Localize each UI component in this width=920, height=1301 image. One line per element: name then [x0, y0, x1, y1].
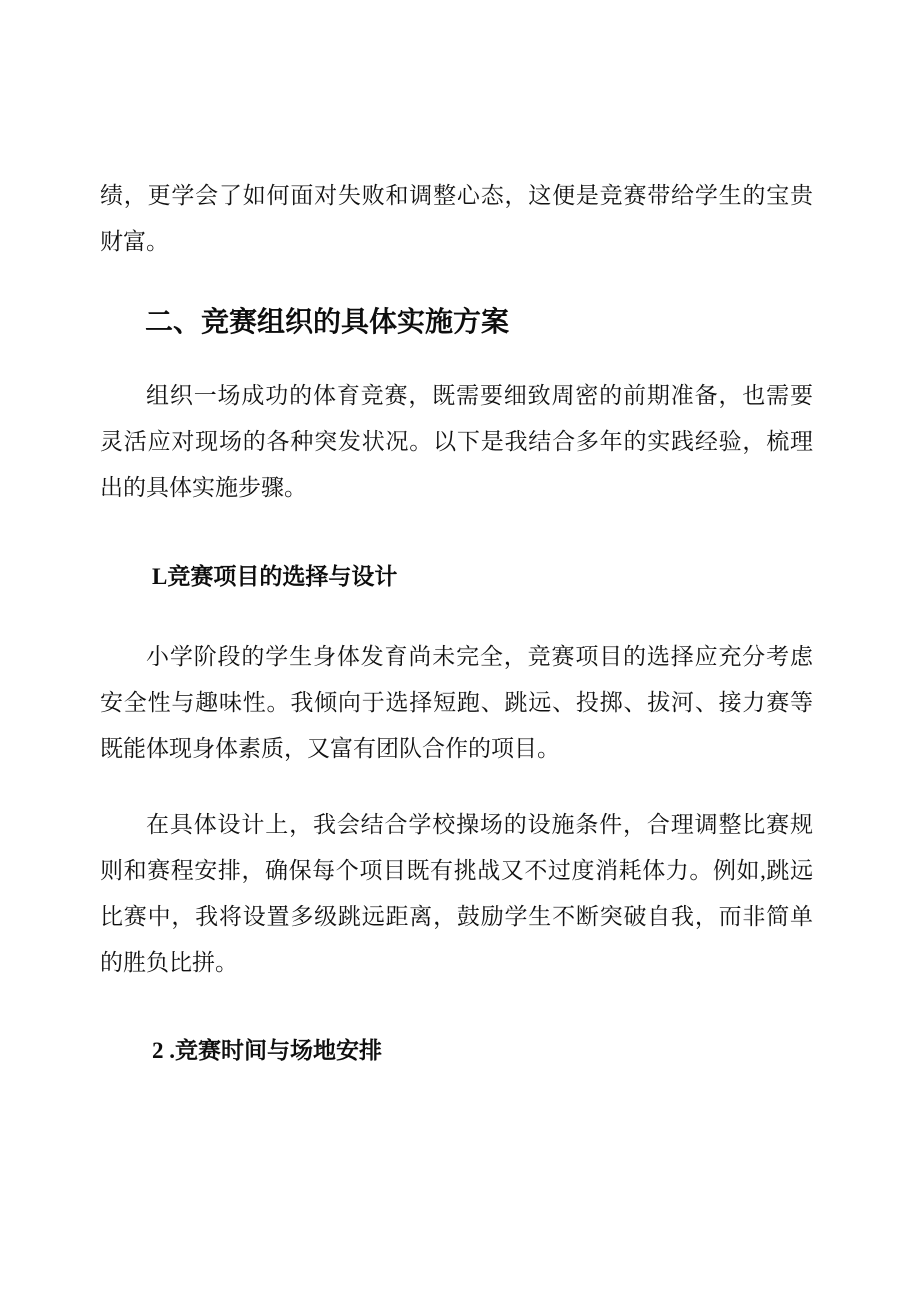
- text-line: 比赛中，我将设置多级跳远距离，鼓励学生不断突破自我，而非简单: [100, 904, 813, 929]
- paragraph: [100, 634, 813, 772]
- section-heading: 二、竞赛组织的具体实施方案: [145, 306, 510, 337]
- subsection-heading: [100, 1034, 813, 1067]
- heading-label: 竞赛时间与场地安排: [175, 1037, 382, 1063]
- paragraph: [100, 373, 813, 511]
- text-line: 在具体设计上，我会结合学校操场的设施条件，合理调整比赛规: [146, 812, 813, 837]
- text-line: 既能体现身体素质，又富有团队合作的项目。: [100, 736, 560, 761]
- text-line: 组织一场成功的体育竞赛，既需要细致周密的前期准备，也需要: [146, 383, 813, 408]
- text-line: 绩，更学会了如何面对失败和调整心态，这便是竞赛带给学生的宝贵: [100, 183, 813, 208]
- heading-number: 2 .: [152, 1038, 175, 1063]
- heading-number: L: [152, 564, 168, 589]
- text-line: 小学阶段的学生身体发育尚未完全，竞赛项目的选择应充分考虑: [146, 644, 813, 669]
- text-line: 的胜负比拼。: [100, 950, 238, 975]
- paragraph: [100, 173, 813, 265]
- text-line: 安全性与趣味性。我倾向于选择短跑、跳远、投掷、拔河、接力赛等: [100, 690, 813, 715]
- text-line: 则和赛程安排，确保每个项目既有挑战又不过度消耗体力。例如,跳远: [100, 858, 813, 883]
- paragraph: [100, 802, 813, 986]
- heading-label: 竞赛项目的选择与设计: [167, 563, 398, 589]
- text-line: 出的具体实施步骤。: [100, 475, 307, 500]
- text-line: 财富。: [100, 229, 169, 254]
- subsection-heading: [100, 560, 813, 593]
- text-line: 灵活应对现场的各种突发状况。以下是我结合多年的实践经验，梳理: [100, 429, 813, 454]
